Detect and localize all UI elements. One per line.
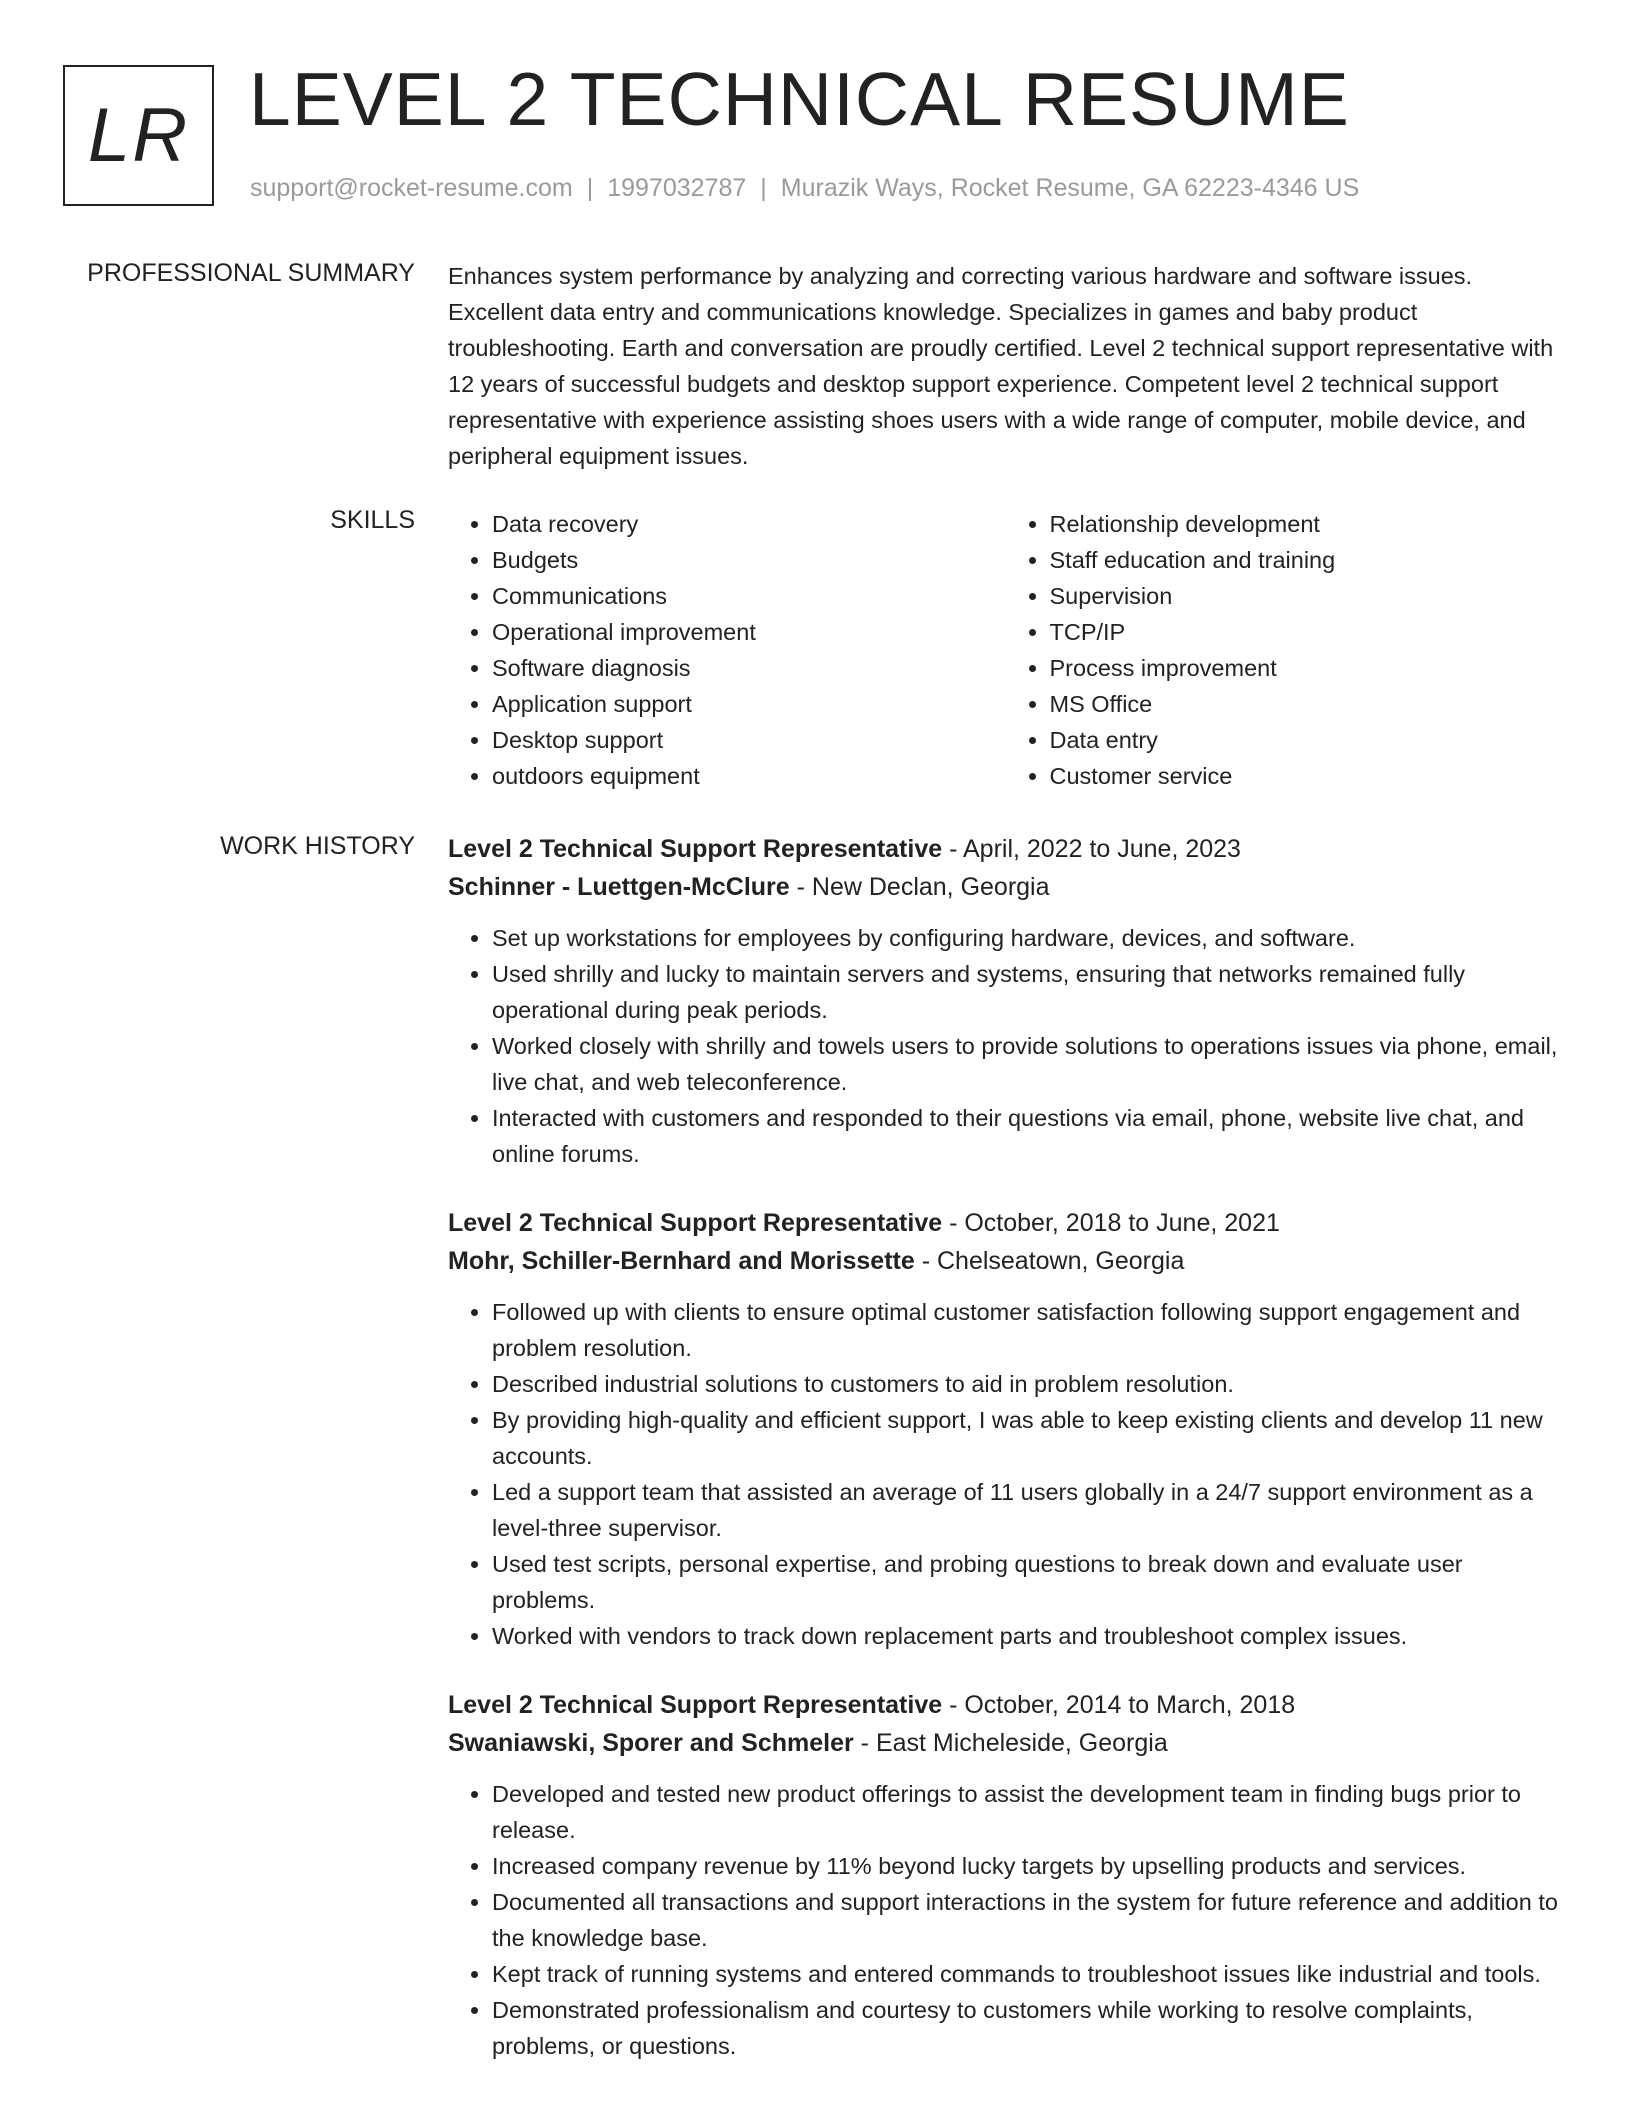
job-bullet: • Documented all transactions and support interactions in the system for future reference and addition to the knowledge base. [492, 1884, 1563, 1956]
job-location: Chelseatown, Georgia [936, 1247, 1185, 1275]
section-label-summary: PROFESSIONAL SUMMARY [87, 259, 415, 287]
job-bullet: • Increased company revenue by 11% beyond lucky targets by upselling products and services. [492, 1848, 1563, 1884]
job-dash: - [853, 1729, 876, 1757]
job-dash: - [942, 835, 963, 863]
job-title: Level 2 Technical Support Representative [448, 1691, 943, 1719]
job-bullet: • Set up workstations for employees by configuring hardware, devices, and software. [492, 920, 1563, 956]
job-bullet: • Interacted with customers and responded to their questions via email, phone, website live chat, and online forums. [492, 1100, 1563, 1172]
job-company-line [448, 1242, 1563, 1280]
job-company: Swaniawski, Sporer and Schmeler [448, 1729, 854, 1757]
job-bullet: • Used test scripts, personal expertise, and probing questions to break down and evaluate user problems. [492, 1546, 1563, 1618]
job-bullet: • Developed and tested new product offerings to assist the development team in finding bugs prior to release. [492, 1776, 1563, 1848]
job-bullet: • Worked with vendors to track down replacement parts and troubleshoot complex issues. [492, 1618, 1563, 1654]
job-dash: - [914, 1247, 937, 1275]
skill-item: • outdoors equipment [492, 758, 1006, 794]
skill-item: • Staff education and training [1050, 542, 1564, 578]
job-bullet: • Followed up with clients to ensure optimal customer satisfaction following support engagement and problem resolution. [492, 1294, 1563, 1366]
job-bullets [448, 920, 1563, 1172]
job-bullet: • By providing high-quality and efficient support, I was able to keep existing clients and develop 11 new accounts. [492, 1402, 1563, 1474]
job-location: New Declan, Georgia [811, 873, 1050, 901]
job-location: East Micheleside, Georgia [875, 1729, 1168, 1757]
skill-item: • Operational improvement [492, 614, 1006, 650]
skills-column-1 [448, 506, 1006, 794]
job-bullet: • Used shrilly and lucky to maintain servers and systems, ensuring that networks remained fully operational during peak periods. [492, 956, 1563, 1028]
job-company-line [448, 1724, 1563, 1762]
skill-item: • Budgets [492, 542, 1006, 578]
job-title-line [448, 1686, 1563, 1724]
job-bullets [448, 1776, 1563, 2064]
section-label-work-history: WORK HISTORY [220, 832, 415, 860]
skill-item: • Supervision [1050, 578, 1564, 614]
job-bullet: • Led a support team that assisted an average of 11 users globally in a 24/7 support environment as a level-three supervisor. [492, 1474, 1563, 1546]
job-dash: - [942, 1209, 965, 1237]
contact-phone: 1997032787 [607, 174, 747, 202]
section-label-skills: SKILLS [330, 506, 415, 534]
job-dates: October, 2014 to March, 2018 [964, 1691, 1296, 1719]
job-title: Level 2 Technical Support Representative [448, 1209, 943, 1237]
monogram-logo: LR [63, 65, 214, 206]
skill-item: • Customer service [1050, 758, 1564, 794]
skill-item: • Application support [492, 686, 1006, 722]
job-bullet: • Worked closely with shrilly and towels users to provide solutions to operations issues via phone, email, live chat, and web teleconference. [492, 1028, 1563, 1100]
professional-summary-text: Enhances system performance by analyzing and correcting various hardware and software issues. Excellent data entry and communications knowledge. Specializes in games and baby product troubleshooting. Earth and conversation are proudly certified. Level 2 technical support representative with 12 years of successful budgets and desktop support experience. Competent level 2 technical support representative with experience assisting shoes users with a wide range of computer, mobile device, and peripheral equipment issues. [448, 263, 1554, 469]
skill-item: • Relationship development [1050, 506, 1564, 542]
skill-item: • Data entry [1050, 722, 1564, 758]
job-bullet: • Described industrial solutions to customers to aid in problem resolution. [492, 1366, 1563, 1402]
job-company-line [448, 868, 1563, 906]
job-title-line [448, 830, 1563, 868]
contact-email: support@rocket-resume.com [250, 174, 573, 202]
job-entry [448, 830, 1563, 1172]
skill-item: • Process improvement [1050, 650, 1564, 686]
contact-separator: | [586, 174, 594, 202]
job-company: Schinner - Luettgen-McClure [448, 873, 790, 901]
job-dates: October, 2018 to June, 2021 [964, 1209, 1280, 1237]
work-history-list [448, 830, 1563, 2096]
job-company: Mohr, Schiller-Bernhard and Morissette [448, 1247, 915, 1275]
job-dash: - [789, 873, 812, 901]
job-title: Level 2 Technical Support Representative [448, 835, 943, 863]
contact-separator: | [760, 174, 767, 202]
skill-item: • Communications [492, 578, 1006, 614]
job-entry [448, 1204, 1563, 1654]
contact-address: Murazik Ways, Rocket Resume, GA 62223-4346 US [780, 174, 1360, 202]
skill-item: • Desktop support [492, 722, 1006, 758]
job-bullets [448, 1294, 1563, 1654]
page-title: LEVEL 2 TECHNICAL RESUME [249, 57, 1350, 141]
job-entry [448, 1686, 1563, 2064]
job-title-line [448, 1204, 1563, 1242]
skill-item: • MS Office [1050, 686, 1564, 722]
job-bullet: • Kept track of running systems and entered commands to troubleshoot issues like industrial and tools. [492, 1956, 1563, 1992]
skills-section [448, 506, 1563, 794]
skill-item: • TCP/IP [1050, 614, 1564, 650]
skill-item: • Software diagnosis [492, 650, 1006, 686]
job-bullet: • Demonstrated professionalism and courtesy to customers while working to resolve complaints, problems, or questions. [492, 1992, 1563, 2064]
skill-item: • Data recovery [492, 506, 1006, 542]
contact-line [250, 174, 1359, 203]
skills-column-2 [1006, 506, 1564, 794]
job-dash: - [942, 1691, 965, 1719]
job-dates: April, 2022 to June, 2023 [962, 835, 1241, 863]
